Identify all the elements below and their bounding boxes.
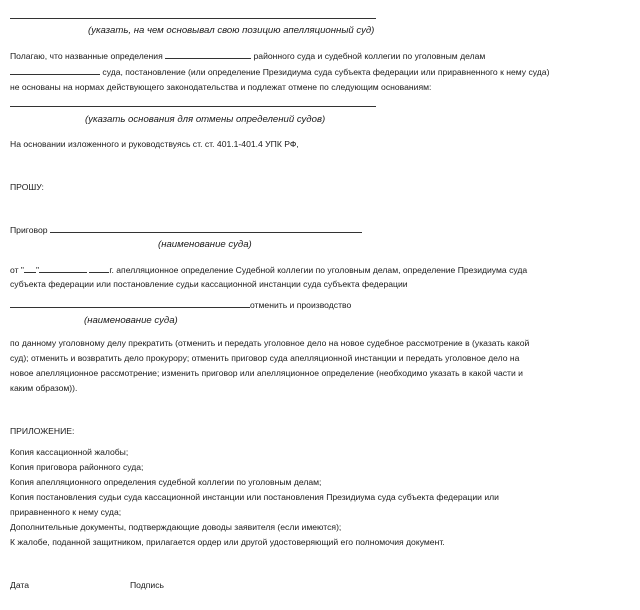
para2-line2: суд); отменить и возвратить дело прокурору; отменить приговор суда апелляционной инстанции и передать уголовное дело на	[10, 353, 520, 363]
cancel-line: отменить и производство	[10, 299, 351, 311]
district-court-blank	[165, 50, 251, 59]
date-line2: субъекта федерации или постановление судьи кассационной инстанции суда субъекта федерации	[10, 279, 408, 289]
month-blank	[39, 264, 87, 273]
court-name-blank	[10, 66, 100, 75]
para2-line1: по данному уголовному делу прекратить (отменить и передать уголовное дело на новое судебное рассмотрение в (указать какой	[10, 338, 530, 348]
cancel-court-caption: (наименование суда)	[84, 315, 178, 326]
para1-line3: не основаны на нормах действующего законодательства и подлежат отмене по следующим основаниям:	[10, 82, 432, 92]
para2-line3: новое апелляционное рассмотрение; изменить приговор или апелляционное определение (необходимо указать в какой части и	[10, 368, 523, 378]
request-heading: ПРОШУ:	[10, 182, 44, 192]
verdict-blank	[50, 224, 362, 233]
para1-line2: суда, постановление (или определение Президиума суда субъекта федерации или приравненного к нему суда)	[10, 66, 549, 78]
date-line: от " " г. апелляционное определение Судебной коллегии по уголовным делам, определение Президиума суда	[10, 265, 528, 275]
grounds-blank-line	[10, 98, 376, 110]
attachment-item: приравненного к нему суда;	[10, 507, 122, 517]
para2-line4: каким образом)).	[10, 383, 78, 393]
para1-line1: Полагаю, что названные определения районного суда и судебной коллегии по уголовным делам	[10, 51, 486, 61]
basis-text: На основании изложенного и руководствуясь ст. ст. 401.1-401.4 УПК РФ,	[10, 139, 299, 149]
attachments-heading: ПРИЛОЖЕНИЕ:	[10, 426, 75, 436]
attachment-item: Копия апелляционного определения судебной коллегии по уголовным делам;	[10, 477, 322, 487]
day-blank	[24, 264, 36, 273]
position-caption: (указать, на чем основывал свою позицию апелляционный суд)	[88, 25, 375, 36]
attachment-item: Копия кассационной жалобы;	[10, 447, 129, 457]
attachment-item: К жалобе, поданной защитником, прилагается ордер или другой удостоверяющий его полномочия документ.	[10, 537, 445, 547]
verdict-court-caption: (наименование суда)	[158, 239, 252, 250]
cancel-court-blank	[10, 299, 250, 308]
grounds-caption: (указать основания для отмены определений судов)	[85, 114, 326, 125]
signature-label: Подпись	[130, 580, 165, 590]
top-blank-line	[10, 10, 376, 22]
date-label: Дата	[10, 580, 30, 590]
attachment-item: Копия постановления судьи суда кассационной инстанции или постановления Президиума суда субъекта федерации или	[10, 492, 499, 502]
attachment-item: Копия приговора районного суда;	[10, 462, 144, 472]
verdict-line: Приговор	[10, 224, 362, 236]
year-blank	[89, 264, 109, 273]
attachment-item: Дополнительные документы, подтверждающие доводы заявителя (если имеются);	[10, 522, 342, 532]
